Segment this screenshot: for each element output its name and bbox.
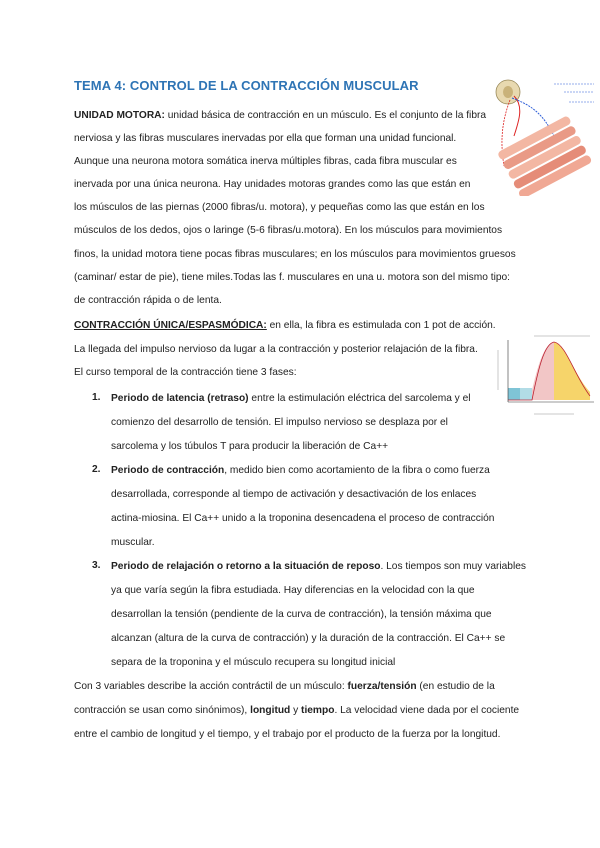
contraccion-label: CONTRACCIÓN ÚNICA/ESPASMÓDICA: — [74, 320, 267, 331]
fase-3-number: 3. — [92, 560, 101, 571]
fase-1-line-3: sarcolema y los túbulos T para producir la liberación de Ca++ — [111, 441, 389, 452]
fase-1-line-1: Periodo de latencia (retraso) entre la estimulación eléctrica del sarcolema y el — [111, 393, 471, 404]
unidad-line-7: finos, la unidad motora tiene pocas fibras musculares; en los músculos para movimientos gruesos — [74, 249, 516, 260]
unidad-line-5: los músculos de las piernas (2000 fibras/u. motora), y pequeñas como las que están en los — [74, 202, 485, 213]
fase-3-line-1: Periodo de relajación o retorno a la situación de reposo. Los tiempos son muy variables — [111, 561, 526, 572]
fase-2-line-4: muscular. — [111, 537, 155, 548]
fase-3-line-2: ya que varía según la fibra estudiada. Hay diferencias en la velocidad con la que — [111, 585, 475, 596]
fase-2-line-2: desarrollada, corresponde al tiempo de activación y desactivación de los enlaces — [111, 489, 477, 500]
fase-1-number: 1. — [92, 392, 101, 403]
fase-1-line-2: comienzo del desarrollo de tensión. El impulso nervioso se desplaza por el — [111, 417, 448, 428]
twitch-curve-figure — [494, 330, 600, 420]
unidad-line-8: (caminar/ estar de pie), tiene miles.Todas las f. musculares en una u. motora son del mismo tipo: — [74, 272, 510, 283]
contraccion-line-2: La llegada del impulso nervioso da lugar a la contracción y posterior relajación de la fibra. — [74, 344, 478, 355]
fase-3-line-4: alcanzan (altura de la curva de contracción) y la duración de la contracción. El Ca++ se — [111, 633, 506, 644]
fase-2-line-1: Periodo de contracción, medido bien como acortamiento de la fibra o como fuerza — [111, 465, 490, 476]
unidad-label: UNIDAD MOTORA: — [74, 110, 165, 121]
fase-2-line-3: actina-miosina. El Ca++ unido a la troponina desencadena el proceso de contracción — [111, 513, 495, 524]
final-line-3: entre el cambio de longitud y el tiempo, y el trabajo por el producto de la fuerza por la longitud. — [74, 729, 501, 740]
unidad-line-1: UNIDAD MOTORA: unidad básica de contracción en un músculo. Es el conjunto de la fibra — [74, 110, 487, 121]
contraccion-line-1: CONTRACCIÓN ÚNICA/ESPASMÓDICA: en ella, la fibra es estimulada con 1 pot de acción. — [74, 320, 496, 331]
unidad-line-4: inervada por una única neurona. Hay unidades motoras grandes como las que están en — [74, 179, 471, 190]
page-title: TEMA 4: CONTROL DE LA CONTRACCIÓN MUSCULAR — [74, 78, 419, 93]
fase-3-line-3: desarrollan la tensión (pendiente de la curva de contracción), la tensión máxima que — [111, 609, 492, 620]
unidad-line-3: Aunque una neurona motora somática inerva múltiples fibras, cada fibra muscular es — [74, 156, 457, 167]
unidad-line-6: músculos de los dedos, ojos o laringe (5-6 fibras/u.motora). En los músculos para movimientos — [74, 225, 503, 236]
motor-unit-illustration — [484, 76, 596, 196]
final-line-1: Con 3 variables describe la acción contráctil de un músculo: fuerza/tensión (en estudio de la — [74, 681, 495, 692]
fase-2-number: 2. — [92, 464, 101, 475]
final-line-2: contracción se usan como sinónimos), longitud y tiempo. La velocidad viene dada por el cociente — [74, 705, 520, 716]
unidad-line-2: nerviosa y las fibras musculares inervadas por ella que forman una unidad funcional. — [74, 133, 457, 144]
fase-3-line-5: separa de la troponina y el músculo recupera su longitud inicial — [111, 657, 396, 668]
unidad-line-9: de contracción rápida o de lenta. — [74, 295, 222, 306]
contraccion-line-3: El curso temporal de la contracción tiene 3 fases: — [74, 367, 297, 378]
